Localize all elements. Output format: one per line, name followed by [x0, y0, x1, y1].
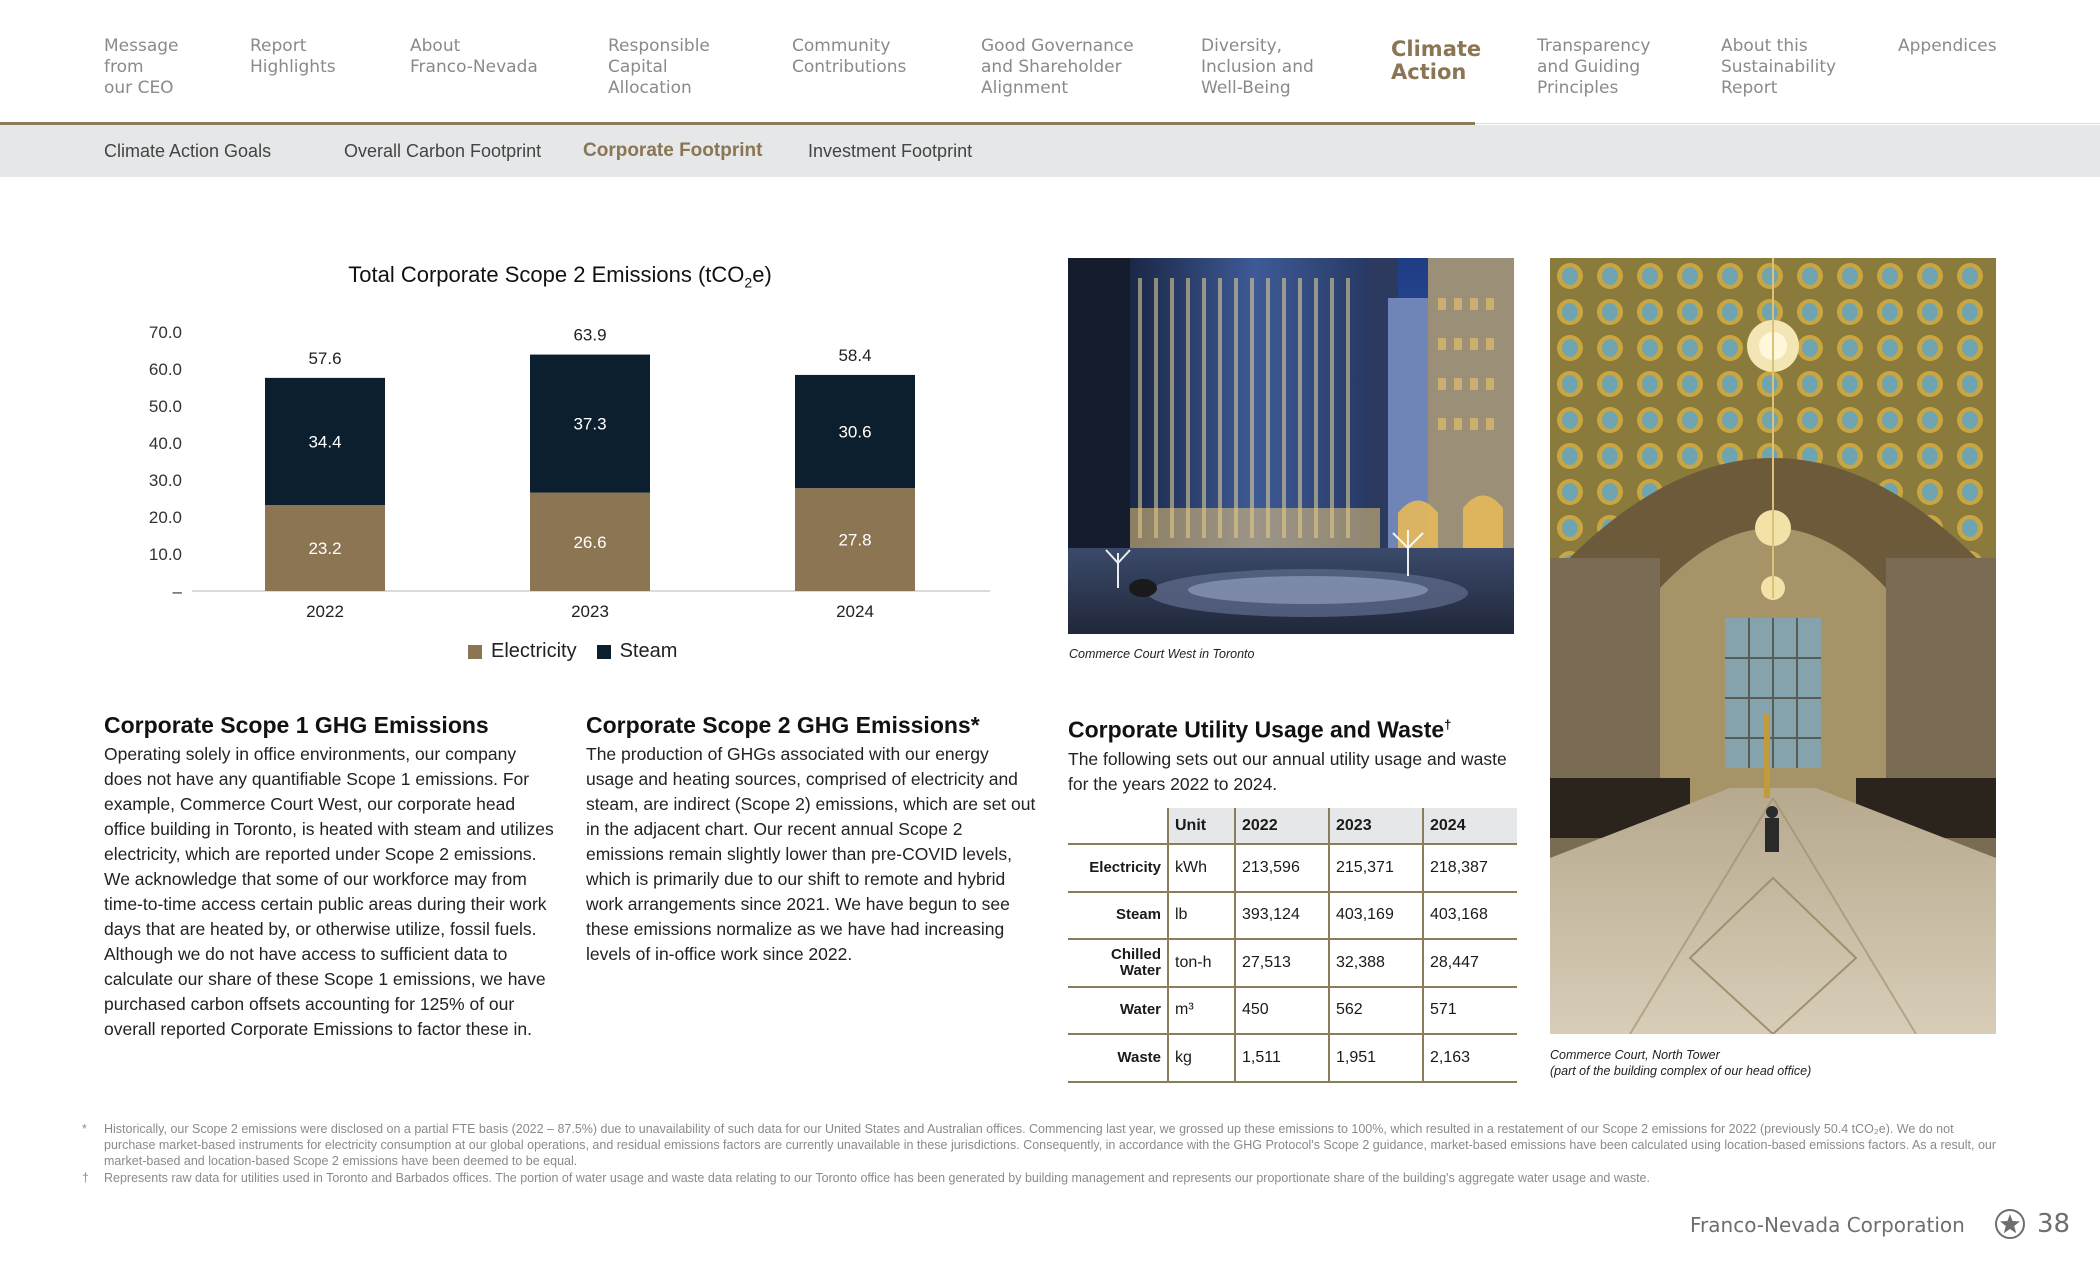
- nav-item-label-line: About: [410, 36, 461, 56]
- table-header-row: [1068, 808, 1517, 844]
- legend-swatch-steam: [597, 645, 611, 659]
- nav-item-label-line: Sustainability: [1721, 57, 1837, 77]
- nav-item-label-line: Diversity,: [1201, 36, 1283, 56]
- nav-item-label-line: and Shareholder: [981, 57, 1122, 77]
- nav-item-label-line: Transparency: [1537, 36, 1651, 56]
- nav-item-label-line: Action: [1391, 60, 1467, 84]
- sub-navigation: [0, 125, 2100, 177]
- chart-title-end: e): [752, 262, 772, 287]
- nav-item-about-this-sustainability-report[interactable]: [1721, 36, 1836, 99]
- nav-item-label-line: from: [104, 57, 144, 77]
- footnote-dagger-text: Represents raw data for utilities used in Toronto and Barbados offices. The portion of water usage and waste data relating to our Toronto office has been generated by building management and represents our proportionate share of the building's aggregate water usage and waste.: [104, 1171, 1650, 1185]
- chart-legend: [468, 640, 697, 663]
- subnav-overall-carbon-footprint[interactable]: Overall Carbon Footprint: [344, 141, 542, 161]
- nav-item-label-line: Well-Being: [1201, 78, 1291, 98]
- table-row: [1068, 987, 1517, 1035]
- top-navigation: [0, 0, 2100, 124]
- table-cell-2022: 450: [1235, 987, 1329, 1035]
- data-label-electricity: 26.6: [573, 532, 607, 552]
- utility-heading-text: Corporate Utility Usage and Waste: [1068, 716, 1445, 743]
- data-label-steam: 37.3: [573, 414, 607, 434]
- table-cell-2023: 403,169: [1329, 892, 1423, 940]
- utility-body: The following sets out our annual utility usage and waste for the years 2022 to 2024.: [1068, 748, 1507, 794]
- chart-title: [250, 262, 870, 290]
- y-tick-label: 60.0: [148, 360, 182, 379]
- photo-caption-north-tower-line1: Commerce Court, North Tower: [1550, 1048, 1720, 1062]
- nav-item-label-line: Report: [250, 36, 307, 56]
- nav-item-label-line: Community: [792, 36, 891, 56]
- nav-item-about-franco-nevada[interactable]: [410, 36, 538, 78]
- nav-item-label-line: Contributions: [792, 57, 907, 77]
- table-row: [1068, 1034, 1517, 1082]
- table-cell-2022: 27,513: [1235, 939, 1329, 987]
- nav-item-label-line: Responsible: [608, 36, 710, 56]
- nav-item-label-line: and Guiding: [1537, 57, 1641, 77]
- footer-brand-name: Franco-Nevada Corporation: [1690, 1213, 1965, 1237]
- scope2-heading: Corporate Scope 2 GHG Emissions*: [586, 712, 980, 738]
- nav-item-label-line: Principles: [1537, 78, 1619, 98]
- table-cell-2022: 1,511: [1235, 1034, 1329, 1082]
- table-cell-2024: 571: [1423, 987, 1517, 1035]
- table-row: [1068, 844, 1517, 892]
- chart-title-subscript: 2: [744, 274, 753, 291]
- table-cell-2024: 403,168: [1423, 892, 1517, 940]
- table-cell-2023: 215,371: [1329, 844, 1423, 892]
- subnav-climate-action-goals[interactable]: Climate Action Goals: [104, 141, 272, 161]
- legend-item-electricity: [468, 640, 577, 663]
- nav-item-message-from-our-ceo[interactable]: [104, 36, 179, 99]
- nav-item-responsible-capital-allocation[interactable]: [608, 36, 710, 99]
- photo-commerce-court-west: [1068, 258, 1514, 634]
- table-cell-unit: m³: [1168, 987, 1235, 1035]
- table-cell-2023: 1,951: [1329, 1034, 1423, 1082]
- table-cell-2023: 562: [1329, 987, 1423, 1035]
- subnav-corporate-footprint[interactable]: Corporate Footprint: [583, 140, 763, 161]
- nav-item-label-line: Good Governance: [981, 36, 1134, 56]
- nav-item-appendices[interactable]: [1898, 36, 1997, 57]
- scope2-emissions-bar-chart: [130, 315, 1010, 635]
- nav-item-label-line: About this: [1721, 36, 1808, 56]
- table-cell-2022: 213,596: [1235, 844, 1329, 892]
- legend-label-steam: Steam: [619, 640, 678, 662]
- data-label-steam: 30.6: [838, 422, 872, 442]
- table-header-2023: 2023: [1329, 808, 1423, 844]
- nav-item-transparency-and-guiding-principles[interactable]: [1537, 36, 1650, 99]
- table-cell-unit: ton-h: [1168, 939, 1235, 987]
- nav-item-label-line: Franco-Nevada: [410, 57, 538, 77]
- y-tick-label: 30.0: [148, 471, 182, 490]
- y-tick-label: 70.0: [148, 323, 182, 342]
- x-tick-label: 2024: [836, 602, 874, 621]
- y-tick-label: 40.0: [148, 434, 182, 453]
- table-cell-2024: 28,447: [1423, 939, 1517, 987]
- chart-title-text: Total Corporate Scope 2 Emissions (tCO: [348, 262, 745, 287]
- total-label: 58.4: [838, 345, 872, 365]
- scope1-heading: Corporate Scope 1 GHG Emissions: [104, 712, 489, 738]
- table-row: [1068, 939, 1517, 987]
- x-tick-label: 2023: [571, 602, 609, 621]
- table-row-label: Waste: [1068, 1034, 1168, 1082]
- table-cell-unit: lb: [1168, 892, 1235, 940]
- footnote-star-mark: *: [82, 1122, 87, 1136]
- subnav-investment-footprint[interactable]: Investment Footprint: [808, 141, 973, 161]
- legend-swatch-electricity: [468, 645, 482, 659]
- utility-section: [1068, 710, 1518, 797]
- y-tick-label: 10.0: [148, 545, 182, 564]
- table-cell-2024: 218,387: [1423, 844, 1517, 892]
- table-cell-2023: 32,388: [1329, 939, 1423, 987]
- table-row-label: Steam: [1068, 892, 1168, 940]
- nav-item-label-line: Allocation: [608, 78, 692, 98]
- nav-divider: [1475, 123, 2100, 124]
- scope2-section: [586, 710, 1036, 967]
- nav-item-label-line: Appendices: [1898, 36, 1997, 56]
- total-label: 57.6: [308, 348, 342, 368]
- photo-caption-north-tower: [1550, 1047, 1811, 1079]
- scope1-body: Operating solely in office environments, our company does not have any quantifiable Scope 1 emissions. For example, Commerce Court West, our corporate head office building in Toronto, is heated with steam and utilizes electricity, which are reported under Scope 2 emissions. We acknowledge that some of our workforce may from time-to-time access certain public areas during their work days that are heated by, or otherwise utilize, fossil fuels. Although we do not have access to sufficient data to calculate our share of these Scope 1 emissions, we have purchased carbon offsets accounting for 125% of our overall reported Corporate Emissions to factor these in.: [104, 744, 554, 1039]
- table-header-blank: [1068, 808, 1168, 844]
- nav-item-diversity-inclusion-and-well-being[interactable]: [1201, 36, 1314, 99]
- nav-item-label-line: Capital: [608, 57, 668, 77]
- table-header-2022: 2022: [1235, 808, 1329, 844]
- utility-heading-mark: †: [1444, 717, 1452, 732]
- table-row-label: Water: [1068, 987, 1168, 1035]
- table-cell-2022: 393,124: [1235, 892, 1329, 940]
- table-header-2024: 2024: [1423, 808, 1517, 844]
- table-cell-unit: kg: [1168, 1034, 1235, 1082]
- nav-item-climate-action[interactable]: [1391, 38, 1481, 84]
- franco-nevada-star-logo-icon: [1994, 1208, 2026, 1240]
- photo-caption-north-tower-line2: (part of the building complex of our head office): [1550, 1064, 1812, 1078]
- table-row-label: Electricity: [1068, 844, 1168, 892]
- nav-item-label-line: Inclusion and: [1201, 57, 1314, 77]
- footnote-star-text: Historically, our Scope 2 emissions were disclosed on a partial FTE basis (2022 – 87.5%) due to unavailability of such data for our United States and Australian offices. Commencing last year, we grossed up these emissions to 100%, which resulted in a restatement of our Scope 2 emissions for 2022 (previously 50.4 tCO₂e). We do not purchase market-based instruments for electricity consumption at our global operations, and residual emissions factors are currently unavailable in these jurisdictions. Consequently, in accordance with the GHG Protocol's Scope 2 guidance, market-based emissions have been calculated using location-based emissions factors. As a result, our market-based and location-based Scope 2 emissions have been deemed to be equal.: [104, 1122, 1997, 1168]
- y-tick-label: 20.0: [148, 508, 182, 527]
- page-number: 38: [2037, 1209, 2071, 1239]
- total-label: 63.9: [573, 325, 607, 345]
- footnote-utilities: [82, 1170, 2000, 1186]
- legend-item-steam: [597, 640, 678, 663]
- nav-item-community-contributions[interactable]: [792, 36, 906, 78]
- table-cell-2024: 2,163: [1423, 1034, 1517, 1082]
- y-tick-label: 50.0: [148, 397, 182, 416]
- nav-item-label-line: Message: [104, 36, 179, 56]
- utility-usage-table: [1068, 808, 1517, 1083]
- legend-label-electricity: Electricity: [491, 640, 577, 662]
- table-header-unit: Unit: [1168, 808, 1235, 844]
- photo-caption-commerce-court-west: Commerce Court West in Toronto: [1069, 647, 1255, 661]
- nav-item-label-line: Climate: [1391, 37, 1482, 61]
- table-row-label: Chilled Water: [1068, 939, 1168, 987]
- nav-item-report-highlights[interactable]: [250, 36, 336, 78]
- nav-item-label-line: Report: [1721, 78, 1778, 98]
- data-label-steam: 34.4: [308, 432, 342, 452]
- data-label-electricity: 23.2: [308, 539, 342, 559]
- nav-item-label-line: our CEO: [104, 78, 174, 98]
- table-row: [1068, 892, 1517, 940]
- table-cell-unit: kWh: [1168, 844, 1235, 892]
- scope2-body: The production of GHGs associated with our energy usage and heating sources, comprised of electricity and steam, are indirect (Scope 2) emissions, which are set out in the adjacent chart. Our recent annual Scope 2 emissions remain slightly lower than pre-COVID levels, which is primarily due to our shift to remote and hybrid work arrangements since 2021. We have begun to see these emissions normalize as we have had increasing levels of in-office work since 2022.: [586, 744, 1036, 964]
- scope1-section: [104, 710, 554, 1042]
- nav-item-label-line: Highlights: [250, 57, 336, 77]
- nav-item-label-line: Alignment: [981, 78, 1069, 98]
- footnote-scope2: [82, 1121, 2000, 1169]
- data-label-electricity: 27.8: [838, 530, 872, 550]
- footnote-dagger-mark: †: [82, 1171, 89, 1185]
- x-tick-label: 2022: [306, 602, 344, 621]
- utility-heading: [1068, 710, 1518, 745]
- nav-item-good-governance-and-shareholder-alignment[interactable]: [981, 36, 1134, 99]
- photo-commerce-court-north-tower: [1550, 258, 1996, 1034]
- y-tick-label: –: [172, 582, 182, 601]
